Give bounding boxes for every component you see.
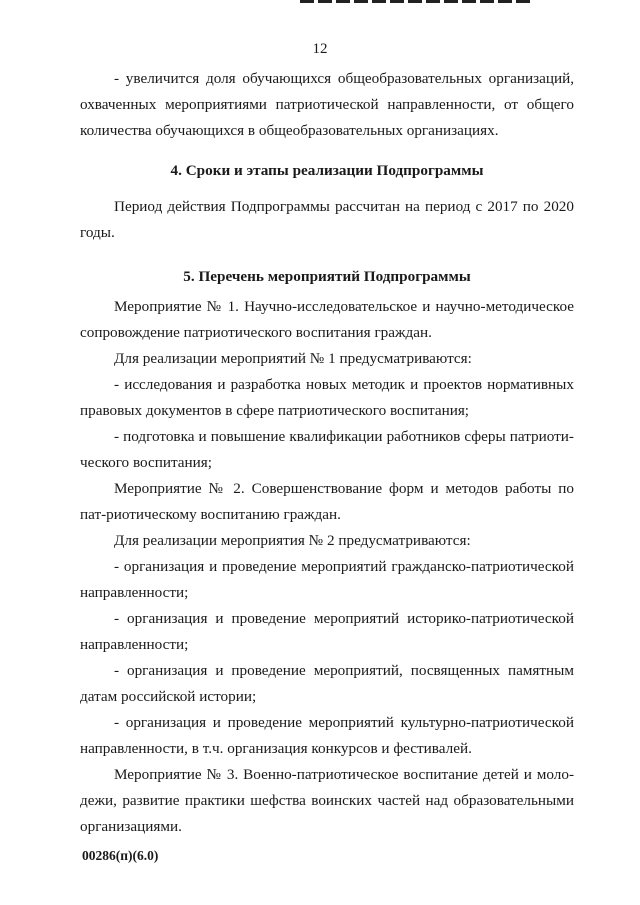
measure-2-item-3: - организация и проведение мероприятий, посвященных памятным датам российской истории; (80, 662, 574, 705)
section-4-heading: 4. Сроки и этапы реализации Подпрограммы (170, 162, 484, 179)
document-code: 00286(п)(6.0) (82, 848, 159, 863)
page-number: 12 (312, 41, 328, 57)
section-4-text: Период действия Подпрограммы рассчитан на период с 2017 по 2020 годы. (80, 198, 574, 241)
measure-1-item-1: - исследования и разработка новых методик и проектов нормативных правовых документов в сфере патриотического воспитания; (80, 376, 574, 419)
measure-3-paragraph: Мероприятие № 3. Военно-патриотическое воспитание детей и моло-дежи, развитие практики шефства воинских частей над образовательными организациями. (80, 766, 574, 835)
section-5-heading: 5. Перечень мероприятий Подпрограммы (183, 268, 471, 285)
measure-2-item-4: - организация и проведение мероприятий культурно-патриотической направленности, в т.ч. организация конкурсов и фестивалей. (80, 714, 574, 757)
measure-1-intro: Для реализации мероприятий № 1 предусматриваются: (114, 350, 472, 367)
scan-edge-artifact (300, 0, 530, 3)
intro-bullet: - увеличится доля обучающихся общеобразовательных организаций, охваченных мероприятиями патриотической направленности, от общего количества обучающихся в общеобразовательных организациях. (80, 70, 574, 139)
measure-2-intro: Для реализации мероприятия № 2 предусматриваются: (114, 532, 471, 549)
measure-2-item-2: - организация и проведение мероприятий историко-патриотической направленности; (80, 610, 574, 653)
measure-2-item-1: - организация и проведение мероприятий гражданско-патриотической направленности; (80, 558, 574, 601)
measure-2-paragraph: Мероприятие № 2. Совершенствование форм и методов работы по пат-риотическому воспитанию граждан. (80, 480, 574, 523)
document-body (80, 66, 574, 840)
measure-1-item-2: - подготовка и повышение квалификации работников сферы патриоти-ческого воспитания; (80, 428, 574, 471)
measure-1-paragraph: Мероприятие № 1. Научно-исследовательское и научно-методическое сопровождение патриотического воспитания граждан. (80, 298, 574, 341)
